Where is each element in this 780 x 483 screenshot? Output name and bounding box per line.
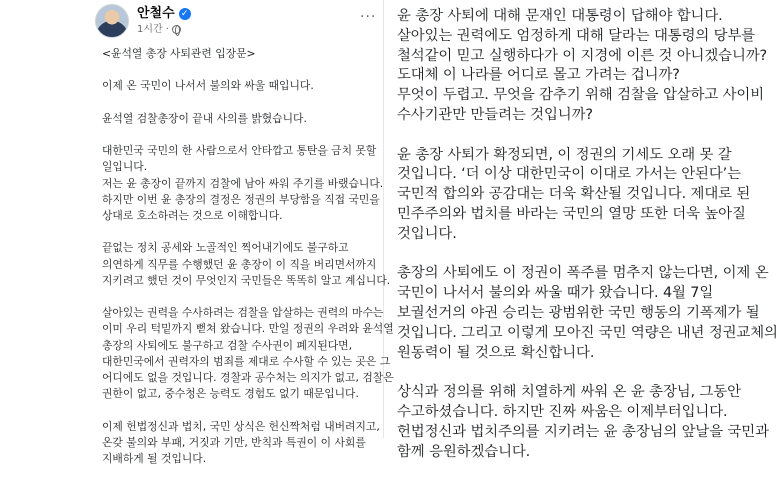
statement-text-line: 헌법정신과 법치주의를 지키려는 윤 총장님의 앞날을 국민과	[397, 423, 769, 440]
post-text-line: 지배하게 될 것입니다.	[102, 451, 207, 465]
statement-text-line: 것입니다. 그리고 이렇게 모아진 국민 역량은 내년 정권교체의	[397, 324, 778, 341]
statement-paragraph	[397, 264, 780, 363]
statement-text-line: 국민적 합의와 공감대는 더욱 확산될 것입니다. 제대로 된	[397, 186, 751, 203]
statement-paragraph	[397, 7, 780, 126]
post-text-line: 살아있는 권력을 수사하려는 검찰을 압살하는 권력의 마수는	[102, 306, 384, 320]
post-body	[102, 46, 394, 483]
statement-text-line: 것입니다. ‘더 이상 대한민국이 이대로 가서는 안된다’는	[397, 166, 741, 183]
statement-text-line: 도대체 이 나라를 어디로 몰고 가려는 겁니까?	[397, 67, 680, 84]
statement-text-line: 윤 총장 사퇴가 확정되면, 이 정권의 기세도 오래 못 갈	[397, 146, 732, 163]
statement-text-line: 민주주의와 법치를 바라는 국민의 열망 또한 더욱 높아질	[397, 205, 746, 222]
post-text-line: <윤석열 총장 사퇴관련 입장문>	[102, 47, 256, 60]
author-avatar[interactable]	[95, 4, 129, 38]
post-text-line: 이제 헌법정신과 법치, 국민 상식은 헌신짝처럼 내버려지고,	[102, 419, 380, 433]
post-paragraph	[102, 46, 384, 62]
statement-paragraph	[397, 146, 780, 245]
globe-icon	[172, 25, 181, 34]
statement-paragraph	[397, 383, 780, 462]
statement-text-line: 윤 총장 사퇴에 대해 문재인 대통령이 답해야 합니다.	[397, 8, 723, 24]
statement-text-line: 수사기관만 만들려는 것입니까?	[397, 106, 593, 123]
more-options-icon[interactable]: ···	[360, 9, 377, 25]
post-text-line: 윤석열 검찰총장이 끝내 사의를 밝혔습니다.	[102, 111, 307, 125]
post-text-line: 대한민국 국민의 한 사람으로서 안타깝고 통탄을 금치 못할	[102, 144, 377, 158]
statement-text-line: 함께 응원하겠습니다.	[397, 443, 531, 460]
facebook-post-card	[0, 0, 394, 465]
post-paragraph	[102, 143, 384, 224]
post-text-line: 대한민국에서 권력자의 범죄를 제대로 수사할 수 있는 곳은 그	[102, 354, 391, 368]
post-text-line: 상대로 호소하려는 것으로 이해합니다.	[102, 208, 283, 222]
author-name[interactable]: 안철수	[137, 5, 175, 21]
statement-text-line: 국민이 나서서 불의와 싸울 때가 왔습니다. 4월 7일	[397, 285, 714, 302]
post-meta	[137, 24, 191, 36]
post-text-line: 일입니다.	[102, 160, 148, 174]
post-header	[95, 4, 191, 38]
statement-text-line: 수고하셨습니다. 하지만 진짜 싸움은 이제부터입니다.	[397, 403, 728, 420]
post-text-line: 저는 윤 총장이 끝까지 검찰에 남아 싸워 주기를 바랬습니다.	[102, 176, 384, 190]
statement-text-line: 무엇이 두렵고. 무엇을 감추기 위해 검찰을 압살하고 사이비	[397, 87, 765, 104]
post-paragraph	[102, 419, 384, 468]
statement-text-line: 철석같이 믿고 실행하다가 이 지경에 이른 것 아니겠습니까?	[397, 47, 768, 64]
post-paragraph	[102, 305, 394, 402]
post-text-line: 지키려고 했던 것이 무엇인지 국민들은 똑똑히 알고 계십니다.	[102, 273, 391, 287]
post-text-line: 끝없는 정치 공세와 노골적인 찍어내기에도 불구하고	[102, 241, 349, 255]
post-text-line: 권한이 없고, 중수청은 능력도 경험도 없기 때문입니다.	[102, 387, 359, 401]
author-name-row	[137, 7, 191, 22]
verified-badge-icon: ✓	[179, 8, 191, 20]
statement-text-line: 원동력이 될 것으로 확신합니다.	[397, 344, 595, 361]
statement-text-line: 것입니다.	[397, 225, 457, 242]
post-text-line: 온갖 불의와 부패, 거짓과 기만, 반칙과 특권이 이 사회를	[102, 435, 366, 449]
post-text-line: 어디에도 없을 것입니다. 경찰과 공수처는 의지가 없고, 검찰은	[102, 370, 394, 384]
author-info	[137, 7, 191, 35]
statement-text-line: 보궐선거의 야권 승리는 광범위한 국민 행동의 기폭제가 될	[397, 304, 760, 321]
post-text-line: 이미 우리 턱밑까지 뻗쳐 왔습니다. 만일 정권의 우려와 윤석열	[102, 322, 394, 336]
post-text-line: 이제 온 국민이 나서서 불의와 싸울 때입니다.	[102, 79, 314, 93]
meta-separator: ·	[165, 23, 169, 35]
post-paragraph	[102, 111, 384, 127]
statement-text-line: 살아있는 권력에도 엄정하게 대해 달라는 대통령의 당부를	[397, 27, 756, 44]
post-paragraph	[102, 78, 384, 94]
statement-text-line: 총장의 사퇴에도 이 정권이 폭주를 멈추지 않는다면, 이제 온	[397, 265, 769, 282]
post-text-line: 총장의 사퇴에도 불구하고 검찰 수사권이 폐지된다면,	[102, 338, 353, 352]
post-text-line: 하지만 이번 윤 총장의 결정은 정권의 부당함을 직접 국민을	[102, 192, 380, 206]
statement-text-line: 상식과 정의를 위해 치열하게 싸워 온 윤 총장님, 그동안	[397, 384, 741, 401]
post-paragraph	[102, 240, 391, 289]
statement-continuation	[397, 7, 780, 482]
post-time[interactable]: 1시간	[137, 23, 163, 35]
post-text-line: 의연하게 직무를 수행했던 윤 총장이 이 직을 버리면서까지	[102, 257, 377, 271]
